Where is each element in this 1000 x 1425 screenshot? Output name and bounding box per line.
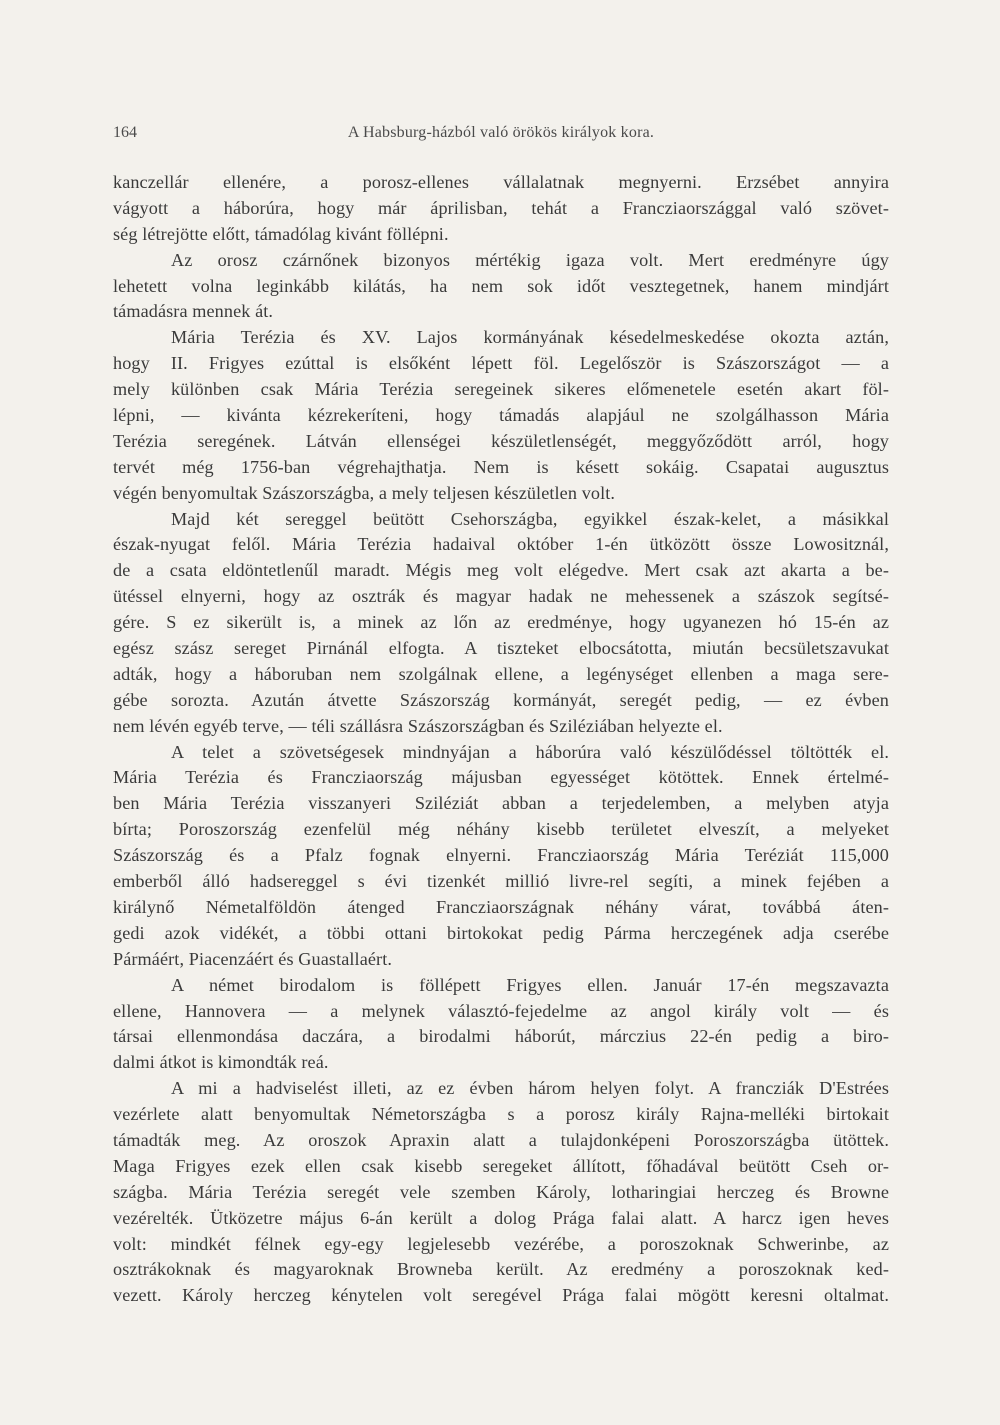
running-title: A Habsburg-házból való örökös királyok kora. xyxy=(347,124,655,141)
text-line: gedi azok vidékét, a többi ottani birtokokat pedig Párma herczegének adja cserébe xyxy=(113,922,889,943)
text-line: A német birodalom is föllépett Frigyes ellen. Január 17-én megszavazta xyxy=(171,974,889,995)
text-line: gére. S ez sikerült is, a minek az lőn az eredménye, hogy ugyanezen hó 15-én az xyxy=(113,612,889,633)
text-line: támadásra mennek át. xyxy=(113,301,274,322)
text-line: Maga Frigyes ezek ellen csak kisebb seregeket állított, főhadával beütött Cseh or- xyxy=(113,1155,889,1176)
page-header xyxy=(113,124,889,148)
text-line: vezérelték. Ütközetre május 6-án került a dolog Prága falai alatt. A harcz igen heves xyxy=(113,1207,889,1228)
text-line: Mária Terézia és XV. Lajos kormányának késedelmeskedése okozta aztán, xyxy=(171,327,889,348)
page-number: 164 xyxy=(113,124,137,141)
text-line: Terézia seregének. Látván ellenségei készületlenségét, meggyőződött arról, hogy xyxy=(113,430,889,451)
text-line: vezérlete alatt benyomultak Németországba s a porosz király Rajna-melléki birtokait xyxy=(113,1104,889,1125)
text-line: Az orosz czárnőnek bizonyos mértékig igaza volt. Mert eredményre úgy xyxy=(171,249,889,270)
text-line: egész szász sereget Pirnánál elfogta. A tiszteket elbocsátotta, miután becsületszavukat xyxy=(113,638,889,659)
text-line: nem lévén egyéb terve, — téli szállásra Szászországban és Sziléziában helyezte el. xyxy=(113,715,723,736)
text-line: hogy II. Frigyes ezúttal is elsőként lépett föl. Legelőször is Szászországot — a xyxy=(113,353,889,374)
text-line: tervét még 1756-ban végrehajthatja. Nem is késett sokáig. Csapatai augusztus xyxy=(113,456,889,477)
text-line: volt: mindkét félnek egy-egy legjelesebb vezérébe, a poroszoknak Schwerinbe, az xyxy=(113,1233,889,1254)
text-line: ütéssel elnyerni, hogy az osztrák és magyar hadak ne mehessenek a szászok segítsé- xyxy=(113,586,889,607)
text-line: királynő Németalföldön átenged Francziaországnak néhány várat, továbbá áten- xyxy=(113,896,889,917)
text-line: Pármáért, Piacenzáért és Guastallaért. xyxy=(113,948,393,969)
text-line: végén benyomultak Szászországba, a mely teljesen készületlen volt. xyxy=(113,482,616,503)
text-line: A mi a hadviselést illeti, az ez évben három helyen folyt. A francziák D'Estrées xyxy=(171,1078,889,1099)
text-line: társai ellenmondása daczára, a birodalmi háborút, márczius 22-én pedig a biro- xyxy=(113,1026,889,1047)
text-line: gébe sorozta. Azután átvette Szászország kormányát, seregét pedig, — ez évben xyxy=(113,689,889,710)
text-line: vágyott a háborúra, hogy már áprilisban, tehát a Francziaországgal való szövet- xyxy=(113,197,889,218)
text-line: lehetett volna leginkább kilátás, ha nem sok időt vesztegetnek, hanem mindjárt xyxy=(113,275,889,296)
text-line: Majd két sereggel beütött Csehországba, egyikkel észak-kelet, a másikkal xyxy=(171,508,889,529)
text-line: bírta; Poroszország ezenfelül még néhány kisebb területet elveszít, a melyeket xyxy=(113,819,889,840)
text-line: mely különben csak Mária Terézia seregeinek sikeres előmenetele esetén akart föl- xyxy=(113,379,889,400)
text-line: Szászország és a Pfalz fognak elnyerni. Francziaország Mária Teréziát 115,000 xyxy=(113,845,889,866)
text-line: ben Mária Terézia visszanyeri Sziléziát abban a terjedelemben, a melyben atyja xyxy=(113,793,889,814)
text-line: emberből álló hadsereggel s évi tizenkét millió livre-rel segíti, a minek fejében a xyxy=(113,871,889,892)
text-line: Mária Terézia és Francziaország májusban egyességet kötöttek. Ennek értelmé- xyxy=(113,767,889,788)
text-line: osztrákoknak és magyaroknak Browneba került. Az eredmény a poroszoknak ked- xyxy=(113,1259,889,1280)
text-line: lépni, — kivánta kézrekeríteni, hogy támadás alapjául ne szolgálhasson Mária xyxy=(113,405,889,426)
text-line: A telet a szövetségesek mindnyájan a háborúra való készülődéssel töltötték el. xyxy=(171,741,889,762)
text-line: dalmi átkot is kimondták reá. xyxy=(113,1052,329,1073)
text-line: észak-nyugat felől. Mária Terézia hadaival október 1-én ütközött össze Lowositznál, xyxy=(113,534,889,555)
text-line: vezett. Károly herczeg kénytelen volt seregével Prága falai mögött keresni oltalmat. xyxy=(113,1285,889,1306)
text-line: ellene, Hannovera — a melynek választó-fejedelme az angol király volt — és xyxy=(113,1000,889,1021)
text-line: szágba. Mária Terézia seregét vele szemben Károly, lotharingiai herczeg és Browne xyxy=(113,1181,889,1202)
text-line: kanczellár ellenére, a porosz-ellenes vállalatnak megnyerni. Erzsébet annyira xyxy=(113,172,889,192)
body-text xyxy=(113,170,889,1309)
text-line: de a csata eldöntetlenűl maradt. Mégis meg volt elégedve. Mert csak azt akarta a be- xyxy=(113,560,889,581)
text-line: támadták meg. Az oroszok Apraxin alatt a tulajdonképeni Poroszországba ütöttek. xyxy=(113,1129,889,1150)
text-line: adták, hogy a háboruban nem szolgálnak ellene, a legénységet ellenben a maga sere- xyxy=(113,663,889,684)
text-line: ség létrejötte előtt, támadólag kivánt föllépni. xyxy=(113,223,449,244)
